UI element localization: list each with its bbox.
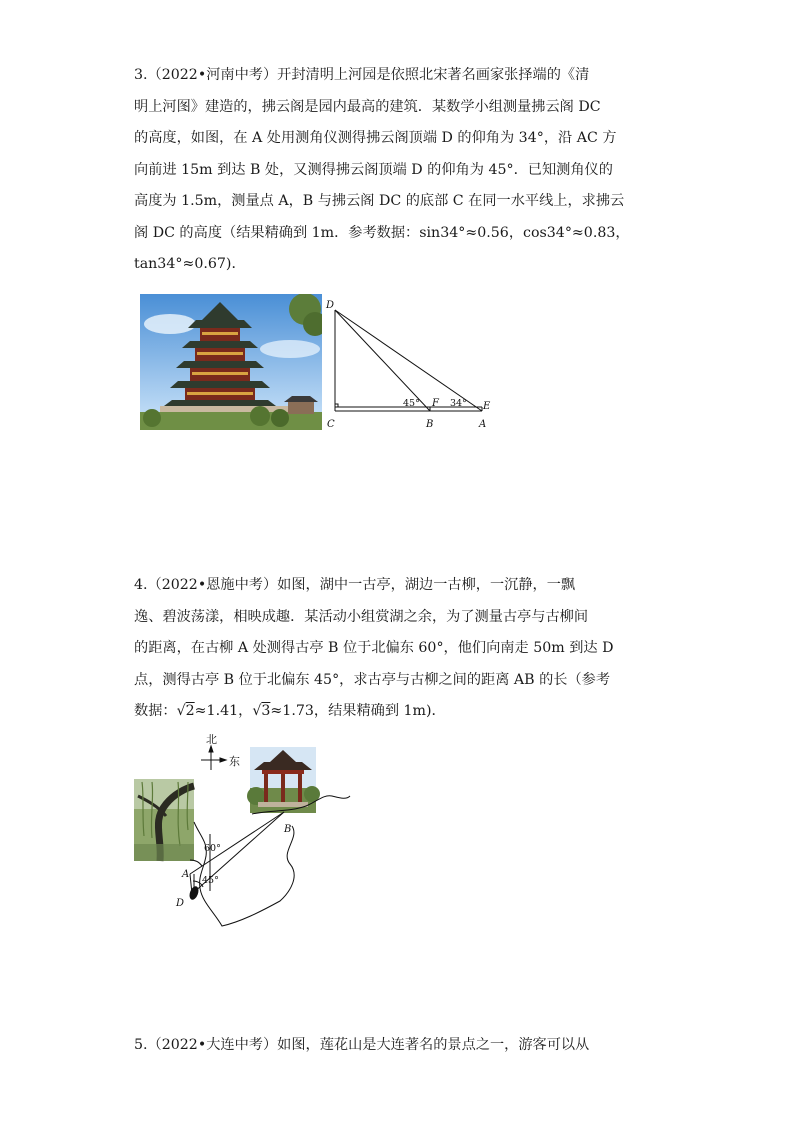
line-da [335, 310, 482, 411]
problem-3-line: 阁 DC 的高度（结果精确到 1m．参考数据：sin34°≈0.56，cos34°≈0.83， [134, 224, 630, 241]
willow-photo [134, 779, 194, 861]
problem-4-line: 点，测得古亭 B 位于北偏东 45°，求古亭与古柳之间的距离 AB 的长（参考 [134, 671, 611, 688]
problem-3-line: tan34°≈0.67)． [134, 256, 246, 272]
pavilion-photo [247, 747, 320, 813]
reference-prefix: 数据： [134, 703, 177, 719]
east-arrow-icon [220, 758, 226, 762]
sqrt-radicand: 3 [261, 703, 271, 719]
sqrt-symbol: √ [252, 703, 262, 719]
problem-4-line: 逸、碧波荡漾，相映成趣．某活动小组赏湖之余，为了测量古亭与古柳间 [134, 608, 589, 625]
compass-east-label: 东 [229, 755, 240, 768]
label-d: D [176, 898, 185, 909]
sqrt-symbol: √ [176, 703, 186, 719]
problem-3-text [134, 60, 664, 281]
problem-5-text [134, 1030, 664, 1062]
shoreline-left [194, 822, 294, 926]
problem-5-line: 5.（2022•大连中考）如图，莲花山是大连著名的景点之一，游客可以从 [134, 1037, 590, 1053]
angle-60: 60° [204, 843, 221, 854]
label-a: A [182, 869, 190, 880]
problem-3-line: 明上河图》建造的，拂云阁是园内最高的建筑．某数学小组测量拂云阁 DC [134, 98, 601, 115]
line-db [335, 310, 430, 411]
label-b: B [284, 824, 292, 835]
problem-3-line: 的高度，如图，在 A 处用测角仪测得拂云阁顶端 D 的仰角为 34°，沿 AC 方 [134, 130, 617, 146]
label-a: A [479, 419, 487, 430]
problem-4-text [134, 570, 664, 728]
label-f: F [432, 398, 439, 409]
pagoda-photo [140, 294, 322, 430]
angle-45: 45° [403, 398, 420, 409]
problem-3-diagram [324, 296, 496, 432]
problem-3-line: 高度为 1.5m，测量点 A，B 与拂云阁 DC 的底部 C 在同一水平线上，求拂云 [134, 193, 625, 209]
problem-3-line: 3.（2022•河南中考）开封清明上河园是依照北宋著名画家张择端的《清 [134, 67, 590, 83]
label-e: E [483, 401, 491, 412]
sqrt3-value: ≈1.73，结果精确到 1m)． [270, 703, 446, 719]
problem-4-line: 4.（2022•恩施中考）如图，湖中一古亭，湖边一古柳，一沉静，一飘 [134, 577, 576, 593]
sqrt2-value: ≈1.41， [194, 703, 253, 719]
problem-4-line: 的距离，在古柳 A 处测得古亭 B 位于北偏东 60°，他们向南走 50m 到达 D [134, 640, 614, 656]
label-c: C [327, 419, 335, 430]
angle-34: 34° [450, 398, 467, 409]
problem-3-line: 向前进 15m 到达 B 处，又测得拂云阁顶端 D 的仰角为 45°．已知测角仪的 [134, 161, 613, 178]
north-arrow-icon [209, 746, 213, 752]
problem-4-line-5 [134, 696, 664, 728]
label-b: B [426, 419, 434, 430]
sqrt-radicand: 2 [185, 703, 195, 719]
problem-4-diagram [130, 726, 360, 932]
label-d: D [326, 300, 335, 311]
compass-north-label: 北 [206, 733, 217, 746]
angle-45: 45° [202, 875, 219, 886]
point-d-marker [188, 885, 200, 901]
